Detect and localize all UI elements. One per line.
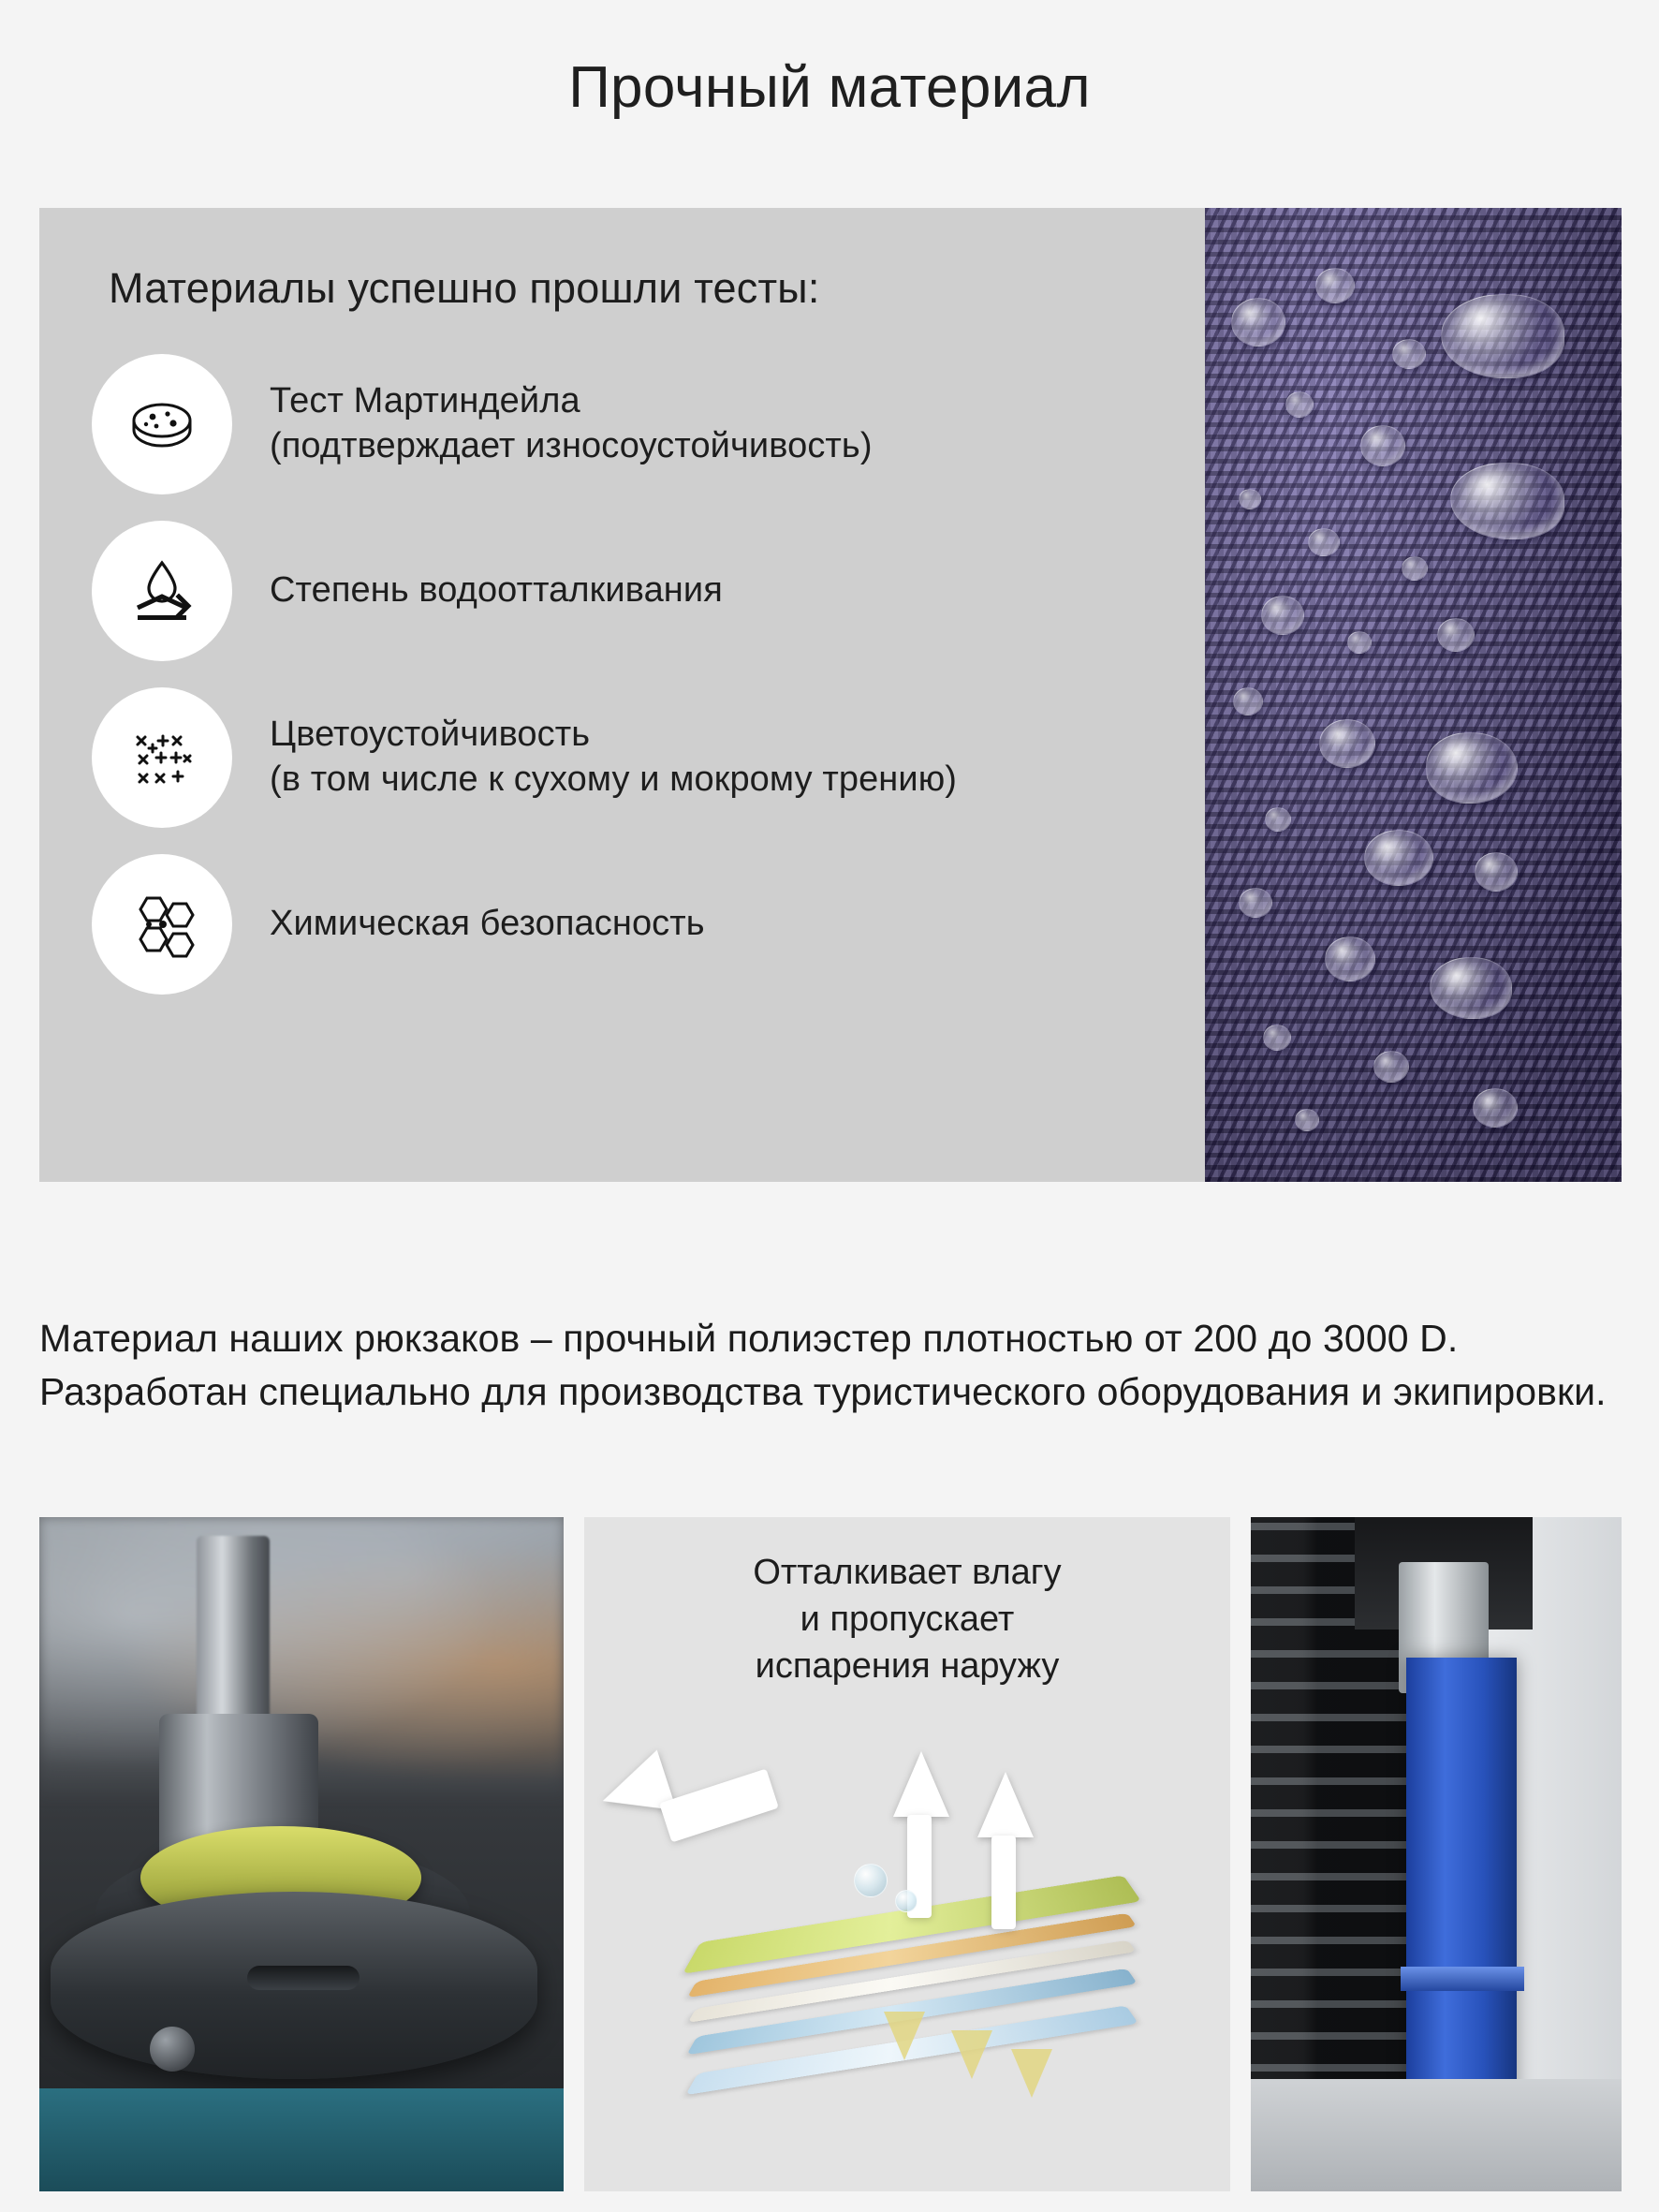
page-title: Прочный материал [568,55,1091,120]
tests-heading: Материалы успешно прошли тесты: [109,264,820,312]
petri-dish-icon [92,354,232,494]
tests-card [39,208,1205,1182]
bottom-image-row [39,1517,1622,2191]
water-repellency-icon [92,521,232,661]
test-item-color-fastness [92,687,1152,828]
surface-droplet-1 [854,1864,888,1897]
machine-bolt [150,2027,195,2072]
machine-table-surface [39,2088,564,2191]
test-item-label: Тест Мартиндейла (подтверждает износоустойчивость) [270,381,873,465]
tests-panel [39,208,1622,1182]
vapour-arrow-head-2-icon [977,1772,1034,1837]
inner-vapour-arrow-2-icon [951,2030,992,2079]
test-item-label: Цветоустойчивость (в том числе к сухому и мокрому трению) [270,715,958,799]
abrasion-test-machine-photo [39,1517,564,2191]
tensile-machine-base [1251,2079,1622,2191]
test-item-martindale [92,354,1152,494]
membrane-illustration-panel [584,1517,1230,2191]
surface-droplet-2 [895,1890,918,1912]
inner-vapour-arrow-1-icon [884,2012,925,2060]
test-item-chemical-safety [92,854,1152,995]
vapour-arrow-stem-2-icon [991,1836,1016,1929]
fabric-water-drops-photo [1205,208,1622,1182]
color-fastness-icon [92,687,232,828]
membrane-caption: Отталкивает влагу и пропускает испарения наружу [753,1553,1062,1687]
tensile-test-blue-fabric-photo [1251,1517,1622,2191]
vapour-arrow-head-1-icon [893,1751,949,1817]
machine-base-plate [51,1892,537,2079]
machine-shaft [197,1536,270,1733]
water-repel-arrow-stem-icon [659,1769,779,1843]
inner-vapour-arrow-3-icon [1011,2049,1052,2098]
test-item-water-repellency [92,521,1152,661]
chemical-safety-icon [92,854,232,995]
test-item-label: Степень водоотталкивания [270,570,723,611]
test-item-label: Химическая безопасность [270,904,705,944]
material-description-paragraph: Материал наших рюкзаков – прочный полиэстер плотностью от 200 до 3000 D. Разработан специально для производства туристического оборудования и экипировки. [39,1317,1607,1413]
